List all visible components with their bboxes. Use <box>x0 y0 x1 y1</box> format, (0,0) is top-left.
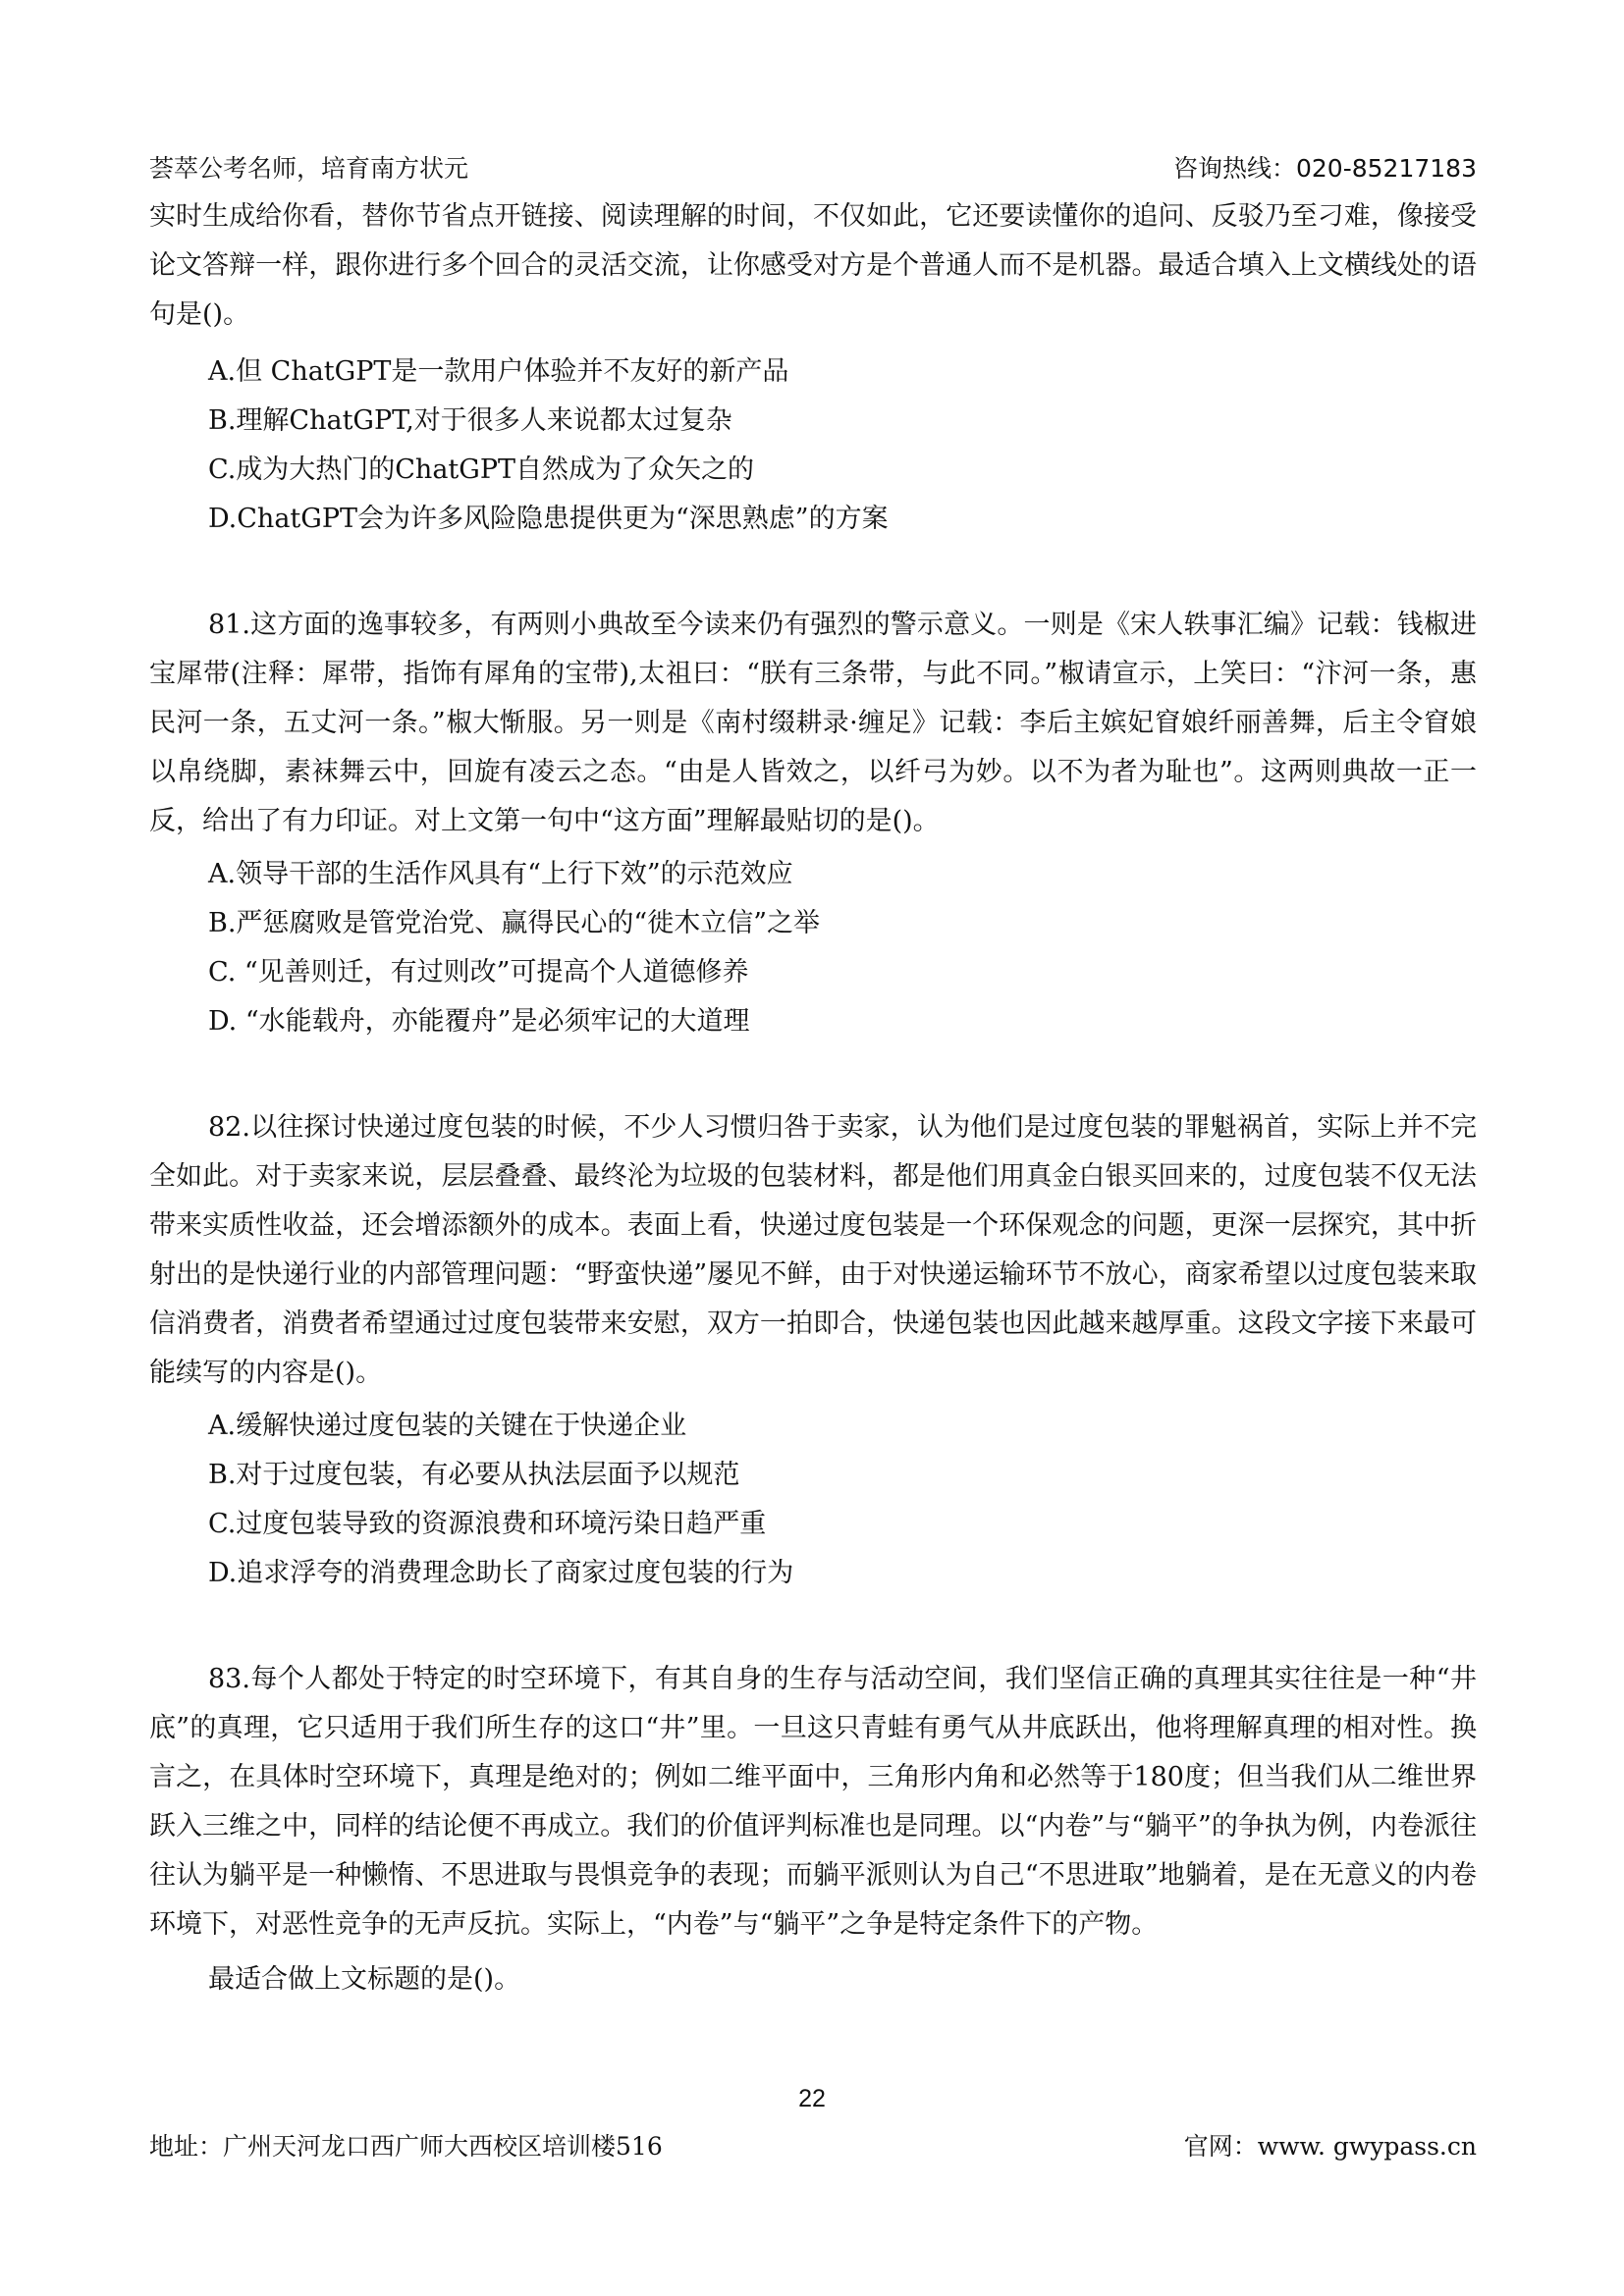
continuation-paragraph: 实时生成给你看，替你节省点开链接、阅读理解的时间，不仅如此，它还要读懂你的追问、反驳乃至刁难，像接受论文答辩一样，跟你进行多个回合的灵活交流，让你感受对方是个普通人而不是机器。最适合填入上文横线处的语句是()。 <box>149 201 1477 330</box>
page-number: 22 <box>798 2085 826 2112</box>
q82-option-a: A.缓解快递过度包装的关键在于快递企业 <box>208 1411 687 1441</box>
page-content <box>149 192 1477 2004</box>
q83-question: 最适合做上文标题的是()。 <box>208 1964 521 1995</box>
q80-option-c: C.成为大热门的ChatGPT自然成为了众矢之的 <box>208 454 755 485</box>
header-slogan: 荟萃公考名师，培育南方状元 <box>149 154 469 183</box>
header-hotline: 咨询热线：020-85217183 <box>1173 154 1477 183</box>
q81-option-a: A.领导干部的生活作风具有“上行下效”的示范效应 <box>208 859 793 889</box>
q82-option-b: B.对于过度包装，有必要从执法层面予以规范 <box>208 1460 740 1490</box>
q83-paragraph: 83.每个人都处于特定的时空环境下，有其自身的生存与活动空间，我们坚信正确的真理其实往往是一种“井底”的真理，它只适用于我们所生存的这口“井”里。一旦这只青蛙有勇气从井底跃出，他将理解真理的相对性。换言之，在具体时空环境下，真理是绝对的；例如二维平面中，三角形内角和必然等于180度；但当我们从二维世界跃入三维之中，同样的结论便不再成立。我们的价值评判标准也是同理。以“内卷”与“躺平”的争执为例，内卷派往往认为躺平是一种懒惰、不思进取与畏惧竞争的表现；而躺平派则认为自己“不思进取”地躺着，是在无意义的内卷环境下，对恶性竞争的无声反抗。实际上，“内卷”与“躺平”之争是特定条件下的产物。 <box>149 1664 1477 1940</box>
footer-website: 官网：www. gwypass.cn <box>1183 2132 1477 2161</box>
footer-address: 地址：广州天河龙口西广师大西校区培训楼516 <box>149 2132 663 2161</box>
q81-paragraph: 81.这方面的逸事较多，有两则小典故至今读来仍有强烈的警示意义。一则是《宋人轶事汇编》记载：钱椒进宝犀带(注释：犀带，指饰有犀角的宝带),太祖曰：“朕有三条带，与此不同。”椒请宣示，上笑曰：“汴河一条，惠民河一条，五丈河一条。”椒大惭服。另一则是《南村缀耕录·缠足》记载：李后主嫔妃窅娘纤丽善舞，后主令窅娘以帛绕脚，素袜舞云中，回旋有凌云之态。“由是人皆效之，以纤弓为妙。以不为者为耻也”。这两则典故一正一反，给出了有力印证。对上文第一句中“这方面”理解最贴切的是()。 <box>149 610 1477 836</box>
q81-option-c: C. “见善则迁，有过则改”可提高个人道德修养 <box>208 957 749 988</box>
q82-paragraph: 82.以往探讨快递过度包装的时候，不少人习惯归咎于卖家，认为他们是过度包装的罪魁祸首，实际上并不完全如此。对于卖家来说，层层叠叠、最终沦为垃圾的包装材料，都是他们用真金白银买回来的，过度包装不仅无法带来实质性收益，还会增添额外的成本。表面上看，快递过度包装是一个环保观念的问题，更深一层探究，其中折射出的是快递行业的内部管理问题：“野蛮快递”屡见不鲜，由于对快递运输环节不放心，商家希望以过度包装来取信消费者，消费者希望通过过度包装带来安慰，双方一拍即合，快递包装也因此越来越厚重。这段文字接下来最可能续写的内容是()。 <box>149 1112 1477 1388</box>
q81-option-b: B.严惩腐败是管党治党、赢得民心的“徙木立信”之举 <box>208 908 821 938</box>
q80-option-b: B.理解ChatGPT,对于很多人来说都太过复杂 <box>208 405 732 436</box>
q80-option-a: A.但 ChatGPT是一款用户体验并不友好的新产品 <box>208 356 789 387</box>
q82-option-d: D.追求浮夸的消费理念助长了商家过度包装的行为 <box>208 1558 794 1588</box>
q81-option-d: D. “水能载舟，亦能覆舟”是必须牢记的大道理 <box>208 1006 750 1037</box>
q80-option-d: D.ChatGPT会为许多风险隐患提供更为“深思熟虑”的方案 <box>208 504 889 534</box>
q82-option-c: C.过度包装导致的资源浪费和环境污染日趋严重 <box>208 1509 767 1539</box>
